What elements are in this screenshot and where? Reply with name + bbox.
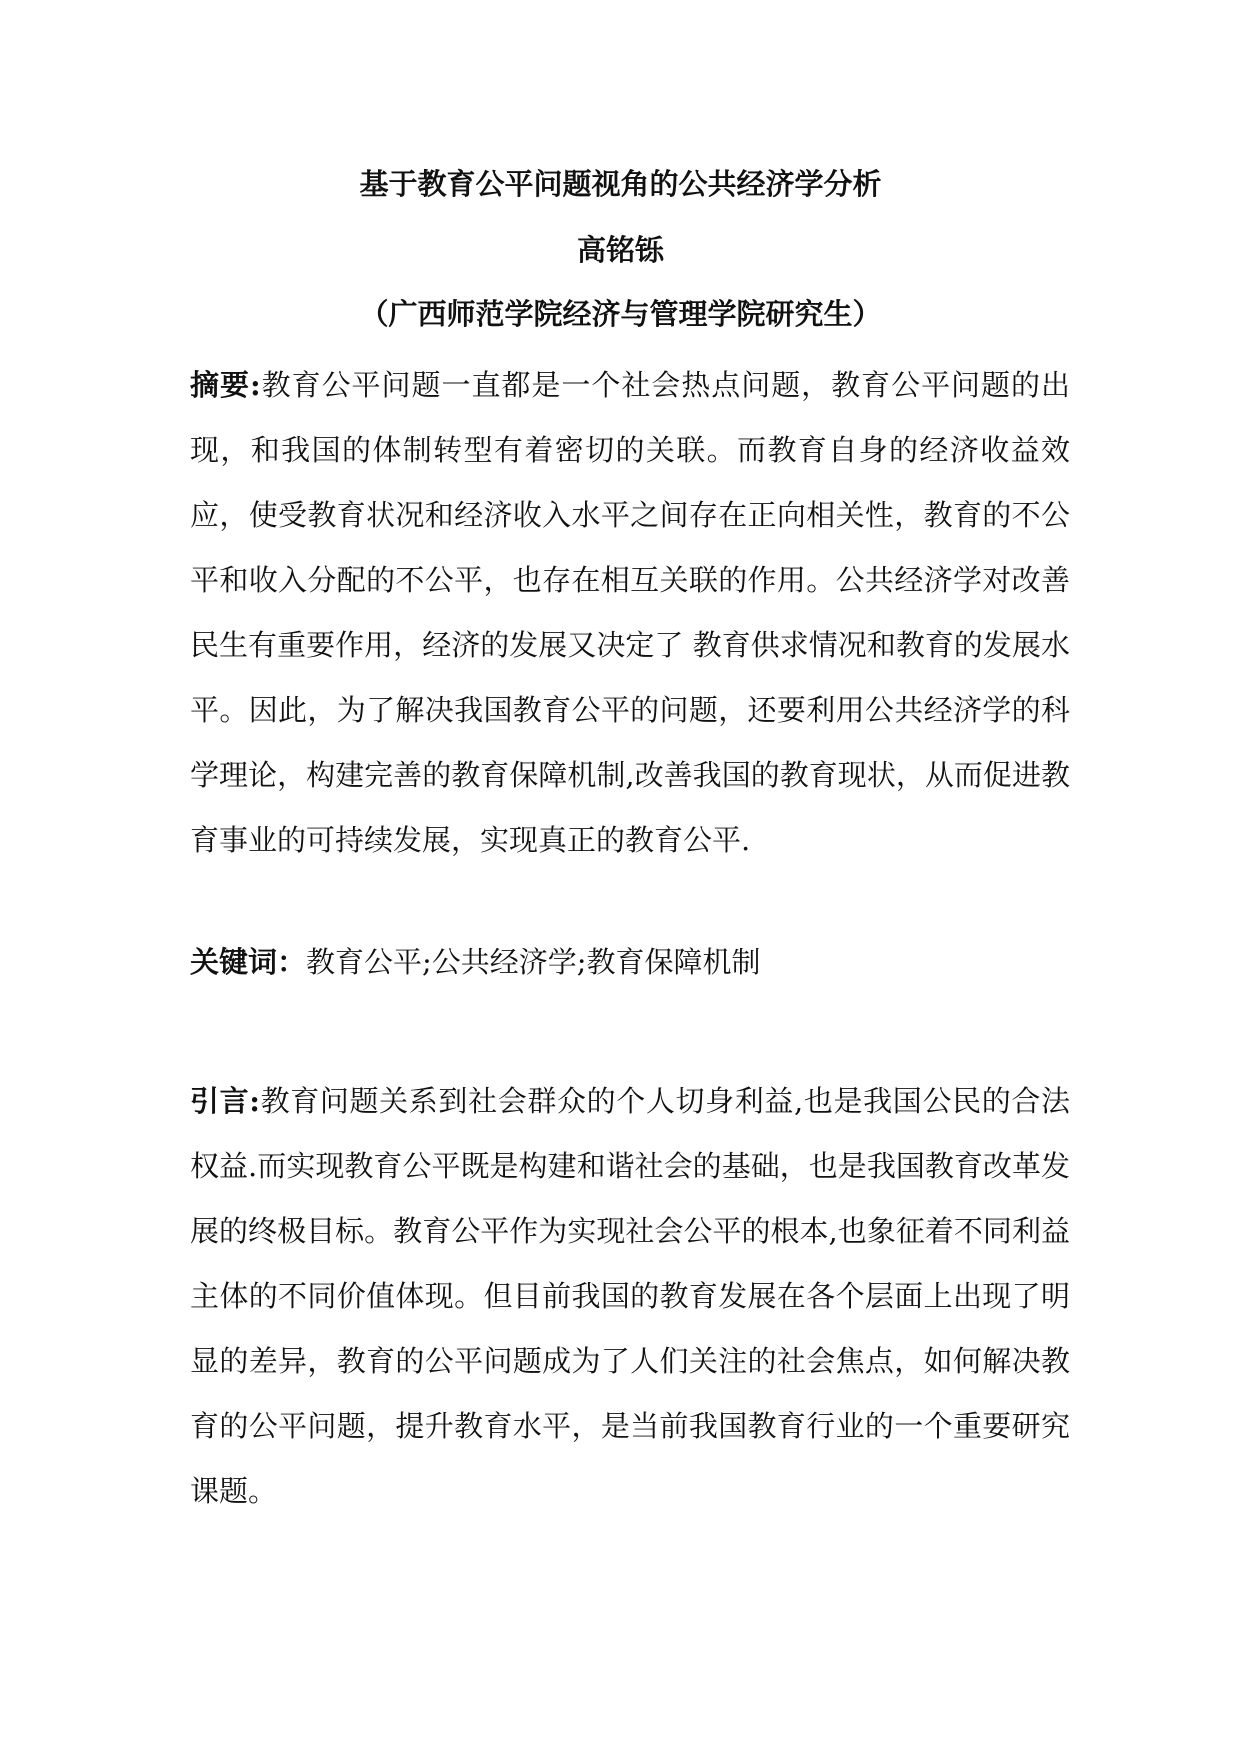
author-name: 高铭铄: [576, 233, 664, 267]
paper-title: 基于教育公平问题视角的公共经济学分析: [359, 167, 882, 201]
abstract-paragraph: [190, 353, 1070, 873]
abstract-text: 教育公平问题一直都是一个社会热点问题，教育公平问题的出现，和我国的体制转型有着密切的关联。而教育自身的经济收益效应，使受教育状况和经济收入水平之间存在正向相关性，教育的不公平和收入分配的不公平，也存在相互关联的作用。公共经济学对改善民生有重要作用，经济的发展又决定了 教育供求情况和教育的发展水平。因此，为了解决我国教育公平的问题，还要利用公共经济学的科学理论，构建完善的教育保障机制,改善我国的教育现状，从而促进教育事业的可持续发展，实现真正的教育公平.: [190, 368, 1070, 857]
keywords-paragraph: [190, 930, 1070, 995]
introduction-text: 教育问题关系到社会群众的个人切身利益,也是我国公民的合法权益.而实现教育公平既是构建和谐社会的基础，也是我国教育改革发展的终极目标。教育公平作为实现社会公平的根本,也象征着不同利益主体的不同价值体现。但目前我国的教育发展在各个层面上出现了明显的差异，教育的公平问题成为了人们关注的社会焦点，如何解决教育的公平问题，提升教育水平，是当前我国教育行业的一个重要研究课题。: [190, 1084, 1070, 1508]
keywords-label: 关键词：: [190, 945, 307, 979]
keywords-text: 教育公平;公共经济学;教育保障机制: [306, 945, 761, 979]
introduction-paragraph: [190, 1069, 1070, 1524]
introduction-label: 引言:: [190, 1084, 260, 1118]
author-affiliation: （广西师范学院经济与管理学院研究生）: [359, 297, 882, 331]
abstract-label: 摘要:: [190, 368, 261, 402]
